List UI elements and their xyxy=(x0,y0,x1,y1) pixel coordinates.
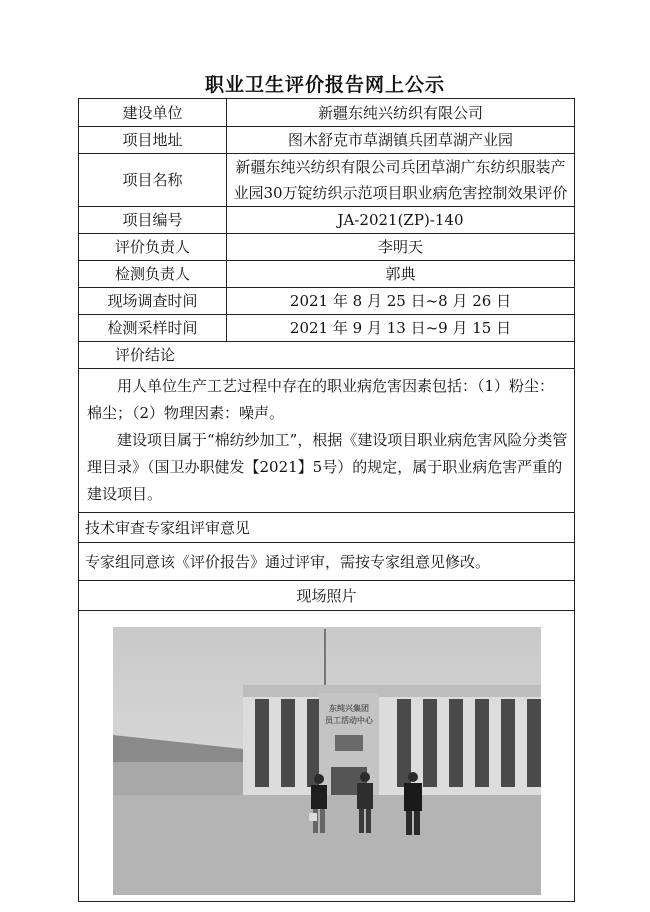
label-sampling-time: 检测采样时间 xyxy=(79,315,227,342)
info-table xyxy=(78,98,575,902)
label-project-number: 项目编号 xyxy=(79,207,227,234)
value-sampling-time: 2021 年 9 月 13 日~9 月 15 日 xyxy=(227,315,575,342)
label-evaluator: 评价负责人 xyxy=(79,234,227,261)
value-evaluator: 李明天 xyxy=(227,234,575,261)
value-construction-unit: 新疆东纯兴纺织有限公司 xyxy=(227,99,575,127)
row-evaluator xyxy=(79,234,575,261)
building-sign-1: 东纯兴集团 xyxy=(328,703,369,713)
row-review-header xyxy=(79,513,575,543)
page-title: 职业卫生评价报告网上公示 xyxy=(204,74,445,96)
row-project-name xyxy=(79,154,575,207)
value-project-address: 图木舒克市草湖镇兵团草湖产业园 xyxy=(227,127,575,154)
label-project-name: 项目名称 xyxy=(79,154,227,207)
conclusion-paragraph-1: 用人单位生产工艺过程中存在的职业病危害因素包括：（1）粉尘：棉尘；（2）物理因素：噪声。 xyxy=(87,377,555,422)
label-survey-time: 现场调查时间 xyxy=(79,288,227,315)
row-project-number xyxy=(79,207,575,234)
row-project-address xyxy=(79,127,575,154)
label-project-address: 项目地址 xyxy=(79,127,227,154)
value-project-number: JA-2021(ZP)-140 xyxy=(227,207,575,234)
warehouse-wall xyxy=(113,762,243,796)
value-project-name: 新疆东纯兴纺织有限公司兵团草湖广东纺织服装产业园30万锭纺织示范项目职业病危害控制效果评价 xyxy=(227,154,575,207)
photo-cell xyxy=(79,611,575,902)
row-review-body xyxy=(79,543,575,581)
row-construction-unit xyxy=(79,99,575,127)
row-survey-time xyxy=(79,288,575,315)
value-survey-time: 2021 年 8 月 25 日~8 月 26 日 xyxy=(227,288,575,315)
label-construction-unit: 建设单位 xyxy=(79,99,227,127)
row-sampling-time xyxy=(79,315,575,342)
row-inspector xyxy=(79,261,575,288)
conclusion-label: 评价结论 xyxy=(79,342,575,369)
conclusion-paragraph-2: 建设项目属于“棉纺纱加工”，根据《建设项目职业病危害风险分类管理目录》（国卫办职健发【2021】5号）的规定，属于职业病危害严重的建设项目。 xyxy=(87,431,568,503)
value-inspector: 郭典 xyxy=(227,261,575,288)
row-conclusion-header xyxy=(79,342,575,369)
review-label: 技术审查专家组评审意见 xyxy=(79,513,575,543)
row-photo-header xyxy=(79,581,575,611)
row-conclusion-body xyxy=(79,369,575,513)
review-text: 专家组同意该《评价报告》通过评审，需按专家组意见修改。 xyxy=(79,543,575,581)
photo-label: 现场照片 xyxy=(79,581,575,611)
label-inspector: 检测负责人 xyxy=(79,261,227,288)
row-photo xyxy=(79,611,575,902)
ground xyxy=(113,795,541,895)
conclusion-text xyxy=(79,369,575,513)
site-photo xyxy=(113,627,541,895)
building-sign-2: 员工活动中心 xyxy=(324,715,373,725)
